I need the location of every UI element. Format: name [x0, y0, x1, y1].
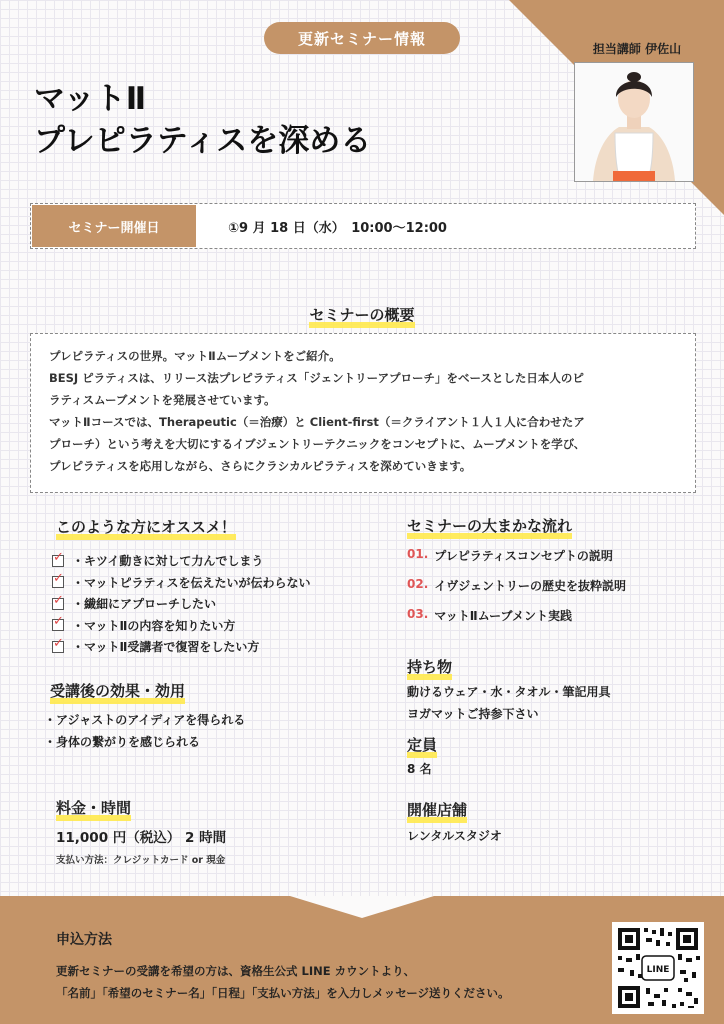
fee-heading-wrap	[56, 797, 131, 818]
instructor-label: 担当講師 伊佐山	[592, 42, 682, 56]
overview-heading-wrap	[0, 304, 724, 325]
overview-line: BESJ ピラティスは、リリース法プレピラティス「ジェントリーアプローチ」をベースとした日本人のピ	[49, 371, 584, 385]
date-value: ①9 月 18 日（水） 10:00〜12:00	[228, 221, 447, 236]
overview-line: プレピラティスを応用しながら、さらにクラシカルピラティスを深めていきます。	[49, 459, 472, 473]
apply-line: 更新セミナーの受講を希望の方は、資格生公式 LINE カウントより、	[56, 964, 416, 978]
list-item	[52, 550, 311, 572]
apply-line: 「名前」「希望のセミナー名」「日程」「支払い方法」を入力しメッセージ送りください。	[56, 986, 510, 1000]
effects-heading: 受講後の効果・効用	[50, 682, 186, 700]
flow-text: イヴジェントリーの歴史を抜粋説明	[434, 579, 627, 593]
overview-heading: セミナーの概要	[309, 306, 415, 324]
recommend-list	[52, 550, 311, 658]
belongings-heading: 持ち物	[407, 658, 453, 676]
list-item-text: ・繊細にアプローチしたい	[72, 597, 217, 612]
line-qr-code[interactable]	[612, 922, 704, 1014]
effects-heading-wrap	[50, 680, 185, 701]
flow-number: 02.	[407, 577, 429, 591]
title-line-2: プレピラティスを深める	[34, 123, 372, 159]
venue-heading: 開催店舗	[407, 801, 468, 819]
checkbox-icon	[52, 555, 64, 567]
payment-method: 支払い方法：クレジットカード or 現金	[56, 855, 226, 866]
list-item-text: ・マットⅡ受講者で復習をしたい方	[72, 640, 260, 655]
list-item: ・アジャストのアイディアを得られる	[44, 713, 246, 727]
flow-heading: セミナーの大まかな流れ	[407, 517, 573, 535]
qr-label: LINE	[646, 965, 670, 975]
list-item-text: ・マットピラティスを伝えたいが伝わらない	[72, 575, 311, 590]
flow-text: プレピラティスコンセプトの説明	[434, 549, 613, 563]
list-item	[52, 615, 311, 637]
flow-item	[407, 547, 626, 577]
title-line-1: マットⅡ	[34, 81, 147, 117]
overview-box	[30, 333, 696, 493]
list-item: ・身体の繋がりを感じられる	[44, 735, 201, 749]
capacity-value: 8 名	[407, 762, 432, 776]
belongings-line: 動けるウェア・水・タオル・筆記用具	[407, 685, 611, 699]
recommend-heading-wrap	[56, 516, 236, 537]
belongings-line: ヨガマットご持参下さい	[407, 707, 539, 721]
footer-notch	[290, 896, 434, 918]
flow-item	[407, 577, 626, 607]
apply-text	[56, 960, 510, 1004]
flow-number: 03.	[407, 607, 429, 621]
checkbox-icon	[52, 641, 64, 653]
list-item-text: ・キツイ動きに対して力んでしまう	[72, 554, 264, 569]
fee-heading: 料金・時間	[56, 799, 132, 817]
venue-heading-wrap	[407, 799, 467, 820]
checkbox-icon	[52, 619, 64, 631]
list-item-text: ・マットⅡの内容を知りたい方	[72, 618, 236, 633]
overview-line: マットⅡコースでは、Therapeutic（＝治療）と Client-first（＝クライアント１人１人に合わせたア	[49, 415, 585, 429]
fee-value: 11,000 円（税込） 2 時間	[56, 830, 227, 846]
apply-heading: 申込方法	[56, 932, 112, 948]
overview-text	[49, 345, 681, 477]
seminar-badge: 更新セミナー情報	[264, 22, 460, 54]
date-label: セミナー開催日	[32, 205, 196, 247]
belongings-text	[407, 681, 611, 725]
flow-heading-wrap	[407, 515, 572, 536]
capacity-heading: 定員	[407, 736, 438, 754]
flow-item	[407, 607, 626, 637]
recommend-heading: このような方にオススメ！	[56, 518, 236, 536]
overview-line: プローチ）という考えを大切にするイブジェントリーテクニックをコンセプトに、ムーブメントを学び、	[49, 437, 586, 451]
flow-list	[407, 547, 626, 637]
qr-code-icon	[612, 922, 704, 1014]
instructor-figure-icon	[575, 63, 693, 181]
belongings-heading-wrap	[407, 656, 452, 677]
flow-number: 01.	[407, 547, 429, 561]
capacity-heading-wrap	[407, 734, 437, 755]
overview-line: ラティスムーブメントを発展させています。	[49, 393, 276, 407]
list-item	[52, 593, 311, 615]
page-title	[34, 78, 371, 162]
flow-text: マットⅡムーブメント実践	[434, 609, 573, 623]
overview-line: プレピラティスの世界。マットⅡムーブメントをご紹介。	[49, 349, 341, 363]
checkbox-icon	[52, 598, 64, 610]
instructor-photo	[574, 62, 694, 182]
venue-value: レンタルスタジオ	[407, 829, 502, 843]
list-item	[52, 636, 311, 658]
effects-list	[44, 709, 245, 753]
list-item	[52, 572, 311, 594]
checkbox-icon	[52, 576, 64, 588]
